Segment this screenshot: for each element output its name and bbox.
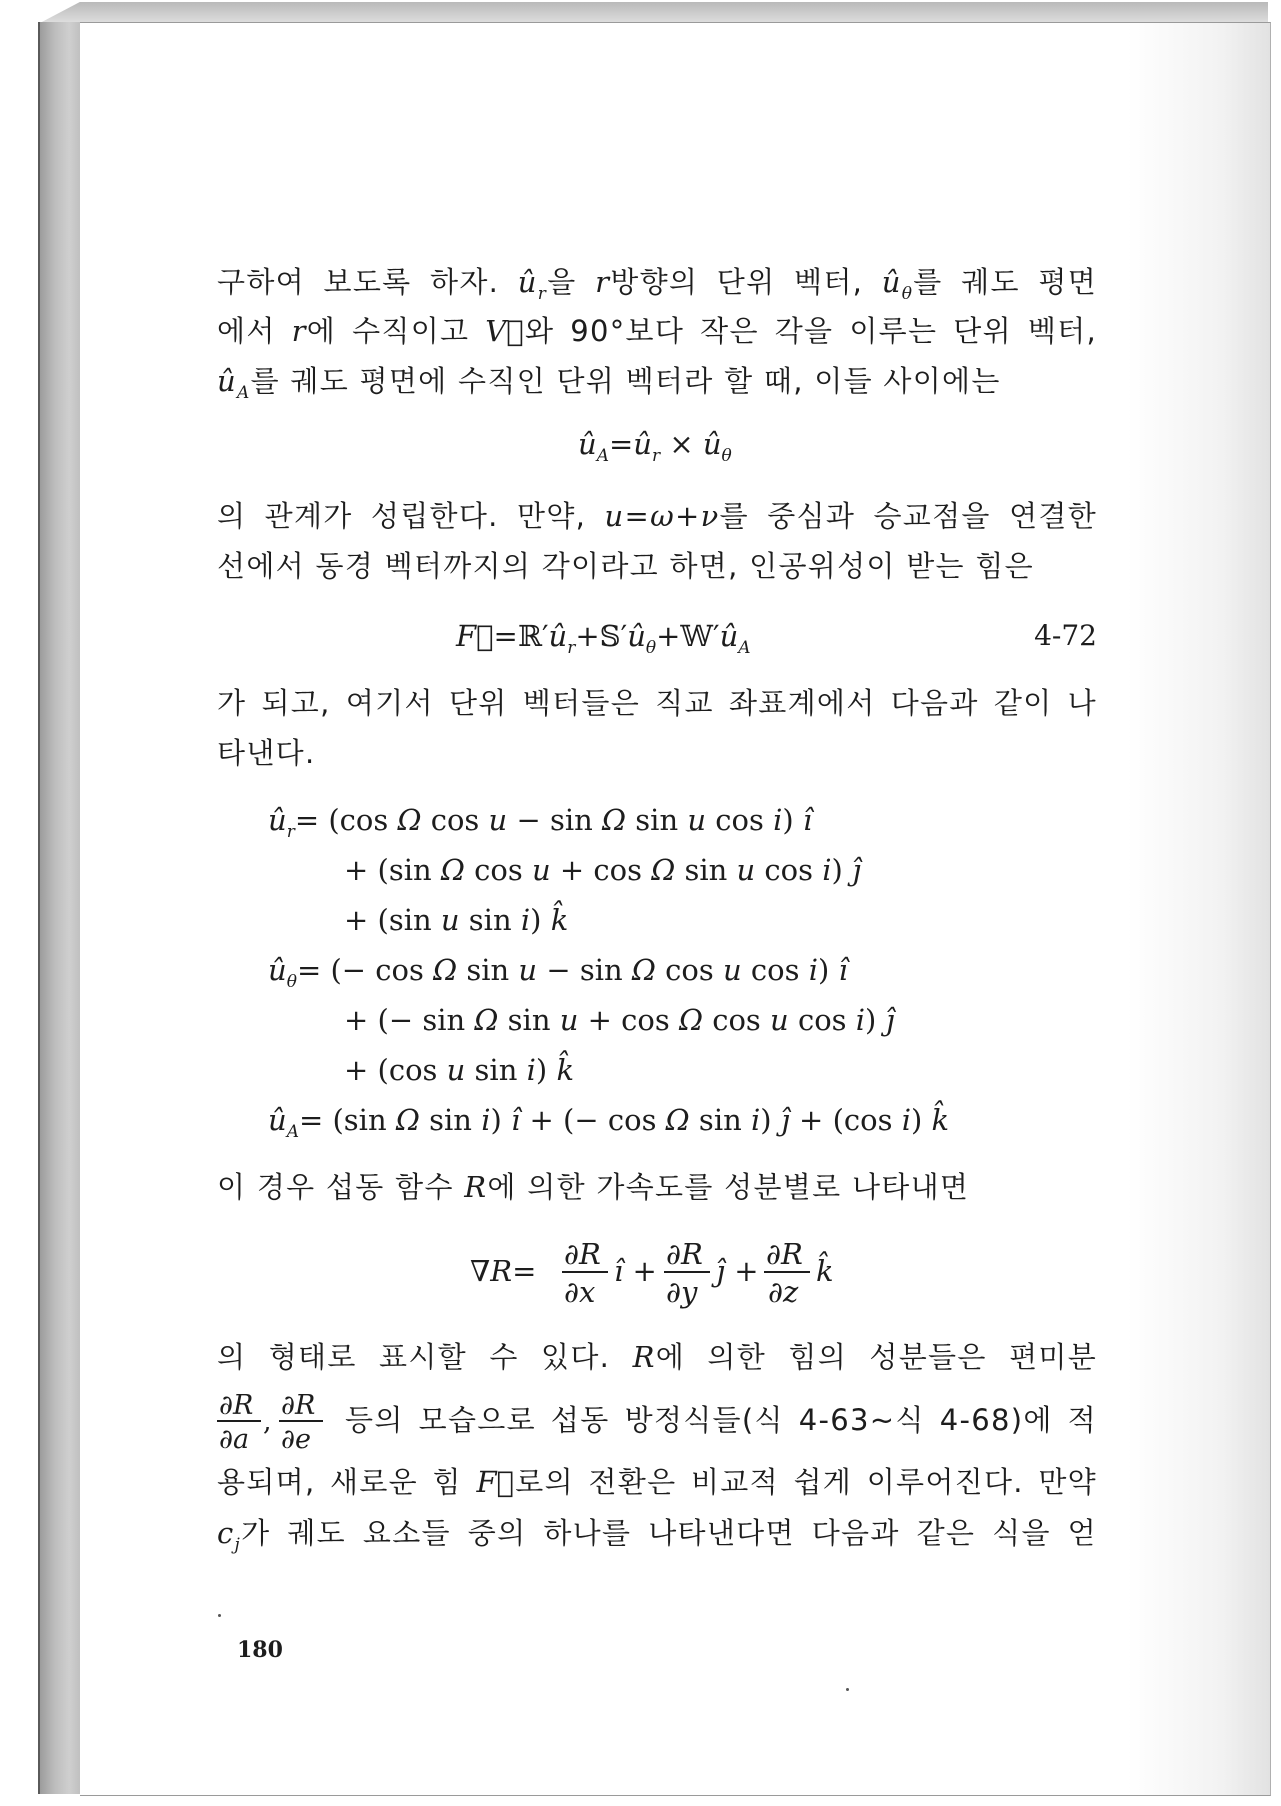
paragraph-3-line-2: 타낸다. — [217, 736, 316, 770]
svg-text:î +: î + — [614, 1254, 657, 1288]
svg-text:∂a: ∂a — [219, 1424, 250, 1452]
paragraph-2-line-1: 의 관계가 성립한다. 만약, u=ω+ν를 중심과 승교점을 연결한 — [217, 499, 1098, 533]
paragraph-5-line-2: ∂R ∂a , ∂R ∂e 등의 모습으로 섭동 방정식들(식 4-63~식 4-68)에 적 — [217, 1388, 1097, 1452]
paragraph-1-line-1: 구하여 보도록 하자. $û_r$을 r방향의 단위 벡터, $û_\theta$를 궤도 평면 — [217, 265, 1098, 304]
svg-text:∂R: ∂R — [564, 1237, 601, 1271]
svg-text:,: , — [263, 1406, 272, 1437]
page-number: 180 — [237, 1637, 283, 1663]
unit-vector-utheta-line-1: $û_\theta=$ (− cos Ω sin u − sin Ω cos u cos i) î — [268, 953, 848, 992]
book-spine — [38, 22, 82, 1794]
unit-vector-ur-line-3: + (sin u sin i) k̂ — [344, 903, 569, 937]
unit-vector-ur-line-2: + (sin Ω cos u + cos Ω sin u cos i) ĵ — [344, 853, 862, 887]
paragraph-5-line-1: 의 형태로 표시할 수 있다. R에 의한 힘의 성분들은 편미분 — [217, 1340, 1098, 1374]
paragraph-2-line-2: 선에서 동경 벡터까지의 각이라고 하면, 인공위성이 받는 힘은 — [217, 549, 1034, 583]
paragraph-3-line-1: 가 되고, 여기서 단위 벡터들은 직교 좌표계에서 다음과 같이 나 — [217, 686, 1097, 720]
paragraph-1-line-3: $û_A$를 궤도 평면에 수직인 단위 벡터라 할 때, 이들 사이에는 — [217, 364, 1001, 403]
svg-text:∂R: ∂R — [219, 1390, 254, 1421]
svg-text:∂R: ∂R — [281, 1390, 316, 1421]
unit-vector-ua-line: $û_A= (\sin$ Ω sin i) î + (− cos Ω sin i) ĵ + (cos i) k̂ — [268, 1103, 950, 1142]
unit-vector-utheta-line-2: + (− sin Ω sin u + cos Ω cos u cos i) ĵ — [344, 1003, 895, 1037]
svg-text:∇R=: ∇R= — [470, 1254, 537, 1288]
svg-text:∂R: ∂R — [766, 1237, 803, 1271]
equation-2: $F⃗=ℝ'û_r+𝕊'û_\theta+𝕎'û_A$ — [456, 619, 751, 658]
book-top-edge — [38, 2, 1268, 24]
svg-text:∂y: ∂y — [666, 1275, 698, 1309]
svg-text:∂z: ∂z — [768, 1275, 799, 1309]
paragraph-4: 이 경우 섭동 함수 R에 의한 가속도를 성분별로 나타내면 — [217, 1170, 970, 1204]
unit-vector-utheta-line-3: + (cos u sin i) k̂ — [344, 1053, 575, 1087]
equation-1: $û_A=û_r$ × $û_\theta$ — [578, 427, 732, 466]
unit-vector-ur-line-1: $û_r= (\cos$ Ω cos u − sin Ω sin u cos i) î — [268, 803, 813, 842]
equation-3 — [470, 1226, 850, 1316]
svg-text:ĵ +: ĵ + — [716, 1254, 759, 1288]
dust-speck — [218, 1614, 221, 1617]
svg-text:k̂: k̂ — [816, 1254, 834, 1288]
paragraph-5-line-3: 용되며, 새로운 힘 F⃗로의 전환은 비교적 쉽게 이루어진다. 만약 — [217, 1465, 1097, 1499]
partial-derivatives — [217, 1388, 327, 1452]
svg-text:∂e: ∂e — [281, 1424, 311, 1452]
paragraph-5-line-4: $c_j$가 궤도 요소들 중의 하나를 나타낸다면 다음과 같은 식을 얻 — [217, 1516, 1097, 1555]
svg-text:∂R: ∂R — [666, 1237, 703, 1271]
equation-2-number: 4-72 — [1034, 619, 1097, 652]
svg-text:∂x: ∂x — [564, 1275, 596, 1309]
paragraph-1-line-2: 에서 r에 수직이고 V⃗와 90°보다 작은 각을 이루는 단위 벡터, — [217, 314, 1097, 348]
dust-speck — [846, 1688, 849, 1691]
